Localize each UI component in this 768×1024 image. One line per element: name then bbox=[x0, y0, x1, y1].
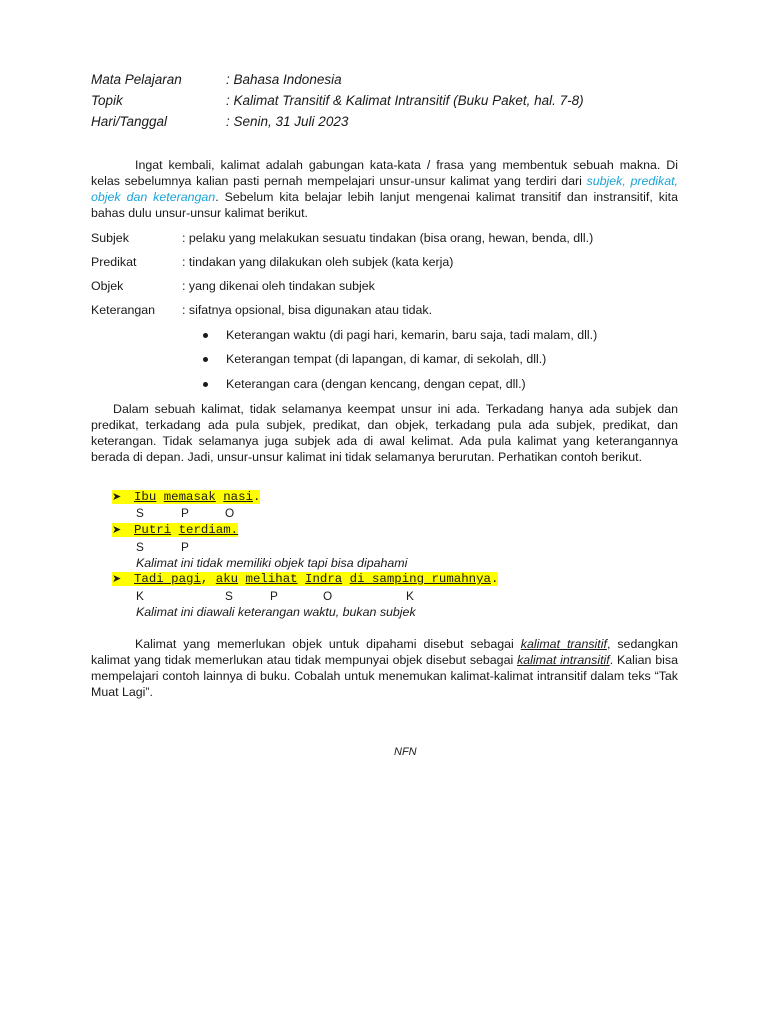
subject-value: : Bahasa Indonesia bbox=[226, 72, 342, 87]
example-word: memasak bbox=[163, 490, 216, 504]
example-word: Putri bbox=[134, 523, 172, 537]
intro-text-after: . Sebelum kita belajar lebih lanjut mengenai kalimat transitif dan instransitif, kita bahas dulu unsur-unsur kalimat berikut. bbox=[91, 190, 678, 220]
term-initial: P bbox=[91, 255, 100, 269]
bullet-text: Keterangan tempat (di lapangan, di kamar, di sekolah, dll.) bbox=[226, 352, 547, 366]
example-note: Kalimat ini tidak memiliki objek tapi bisa dipahami bbox=[136, 556, 408, 570]
term-transitif: kalimat transitif bbox=[520, 637, 607, 651]
definition-term bbox=[91, 278, 123, 294]
conclusion-text: Kalimat yang memerlukan objek untuk dipahami disebut sebagai bbox=[135, 637, 521, 651]
round-bullet-icon bbox=[203, 382, 208, 387]
explanation-text: Dalam sebuah kalimat, tidak selamanya keempat unsur ini ada. Terkadang hanya ada subjek dan predikat, terkadang ada pula subjek, predikat, dan objek, terkadang pula ada subjek, predikat, dan keterangan. Tidak selamanya juga subjek ada di awal kelimat. Ada pula kalimat yang keterangannya berada di depan. Jadi, unsur-unsur kalimat ini tidak selamanya berurutan. Perhatikan contoh berikut. bbox=[91, 402, 678, 464]
role-label: S bbox=[136, 506, 144, 520]
role-label: P bbox=[181, 540, 189, 554]
arrowhead-bullet-icon: ➤ bbox=[112, 572, 122, 585]
conclusion-paragraph bbox=[91, 636, 678, 700]
role-label: P bbox=[270, 589, 278, 603]
topic-value: : Kalimat Transitif & Kalimat Intransitif (Buku Paket, hal. 7-8) bbox=[226, 93, 584, 108]
author-initials: NFN bbox=[394, 746, 417, 758]
role-label: K bbox=[136, 589, 144, 603]
example-word: Indra bbox=[305, 572, 343, 586]
conclusion-text: . Kalian bisa mempelajari contoh lainnya di buku. Cobalah untuk menemukan kalimat-kalimat intransitif dalam teks “Tak Muat Lagi”. bbox=[91, 653, 678, 699]
term-rest: eterangan bbox=[99, 303, 156, 317]
example-note: Kalimat ini diawali keterangan waktu, bukan subjek bbox=[136, 605, 416, 619]
term-initial: S bbox=[91, 231, 100, 245]
arrowhead-bullet-icon: ➤ bbox=[112, 490, 122, 503]
definition-desc: : sifatnya opsional, bisa digunakan atau tidak. bbox=[182, 303, 433, 317]
example-punctuation: . bbox=[253, 490, 261, 504]
example-punctuation: . bbox=[490, 572, 499, 586]
example-sentence-2 bbox=[112, 521, 238, 539]
example-word: Tadi pagi bbox=[134, 572, 201, 586]
arrowhead-bullet-icon: ➤ bbox=[112, 523, 122, 536]
definition-term bbox=[91, 302, 155, 318]
date-label: Hari/Tanggal bbox=[91, 114, 168, 129]
role-label: K bbox=[406, 589, 414, 603]
intro-text-before: Ingat kembali, kalimat adalah gabungan kata-kata / frasa yang membentuk sebuah makna. Di kelas sebelumnya kalian pasti pernah mempelajari unsur-unsur kalimat yang terdiri dari bbox=[91, 158, 678, 188]
example-word: terdiam. bbox=[178, 523, 239, 537]
term-rest: ubjek bbox=[99, 231, 129, 245]
date-value: : Senin, 31 Juli 2023 bbox=[226, 114, 349, 129]
example-word: Ibu bbox=[134, 490, 157, 504]
topic-label: Topik bbox=[91, 93, 123, 108]
term-rest: redikat bbox=[99, 255, 137, 269]
intro-highlight: subjek, predikat, objek dan keterangan bbox=[91, 174, 678, 204]
conclusion-text: , sedangkan kalimat yang tidak memerlukan atau tidak mempunyai objek disebut sebagai bbox=[91, 637, 678, 667]
example-sentence-1 bbox=[112, 488, 260, 506]
round-bullet-icon bbox=[203, 357, 208, 362]
example-punctuation: , bbox=[200, 572, 209, 586]
subject-label: Mata Pelajaran bbox=[91, 72, 182, 87]
definition-term bbox=[91, 254, 136, 270]
definition-desc: : pelaku yang melakukan sesuatu tindakan (bisa orang, hewan, benda, dll.) bbox=[182, 231, 594, 245]
role-label: P bbox=[181, 506, 189, 520]
example-word: di samping rumahnya bbox=[349, 572, 491, 586]
example-word: aku bbox=[215, 572, 239, 586]
example-sentence-3 bbox=[112, 570, 498, 588]
role-label: O bbox=[323, 589, 333, 603]
term-initial: K bbox=[91, 303, 100, 317]
definition-desc: : tindakan yang dilakukan oleh subjek (kata kerja) bbox=[182, 255, 454, 269]
intro-paragraph bbox=[91, 157, 678, 221]
explanation-paragraph bbox=[91, 401, 678, 465]
term-intransitif: kalimat intransitif bbox=[517, 653, 610, 667]
round-bullet-icon bbox=[203, 333, 208, 338]
bullet-text: Keterangan waktu (di pagi hari, kemarin, baru saja, tadi malam, dll.) bbox=[226, 328, 598, 342]
role-label: S bbox=[136, 540, 144, 554]
definition-desc: : yang dikenai oleh tindakan subjek bbox=[182, 279, 375, 293]
example-word: melihat bbox=[245, 572, 298, 586]
definition-term bbox=[91, 230, 129, 246]
term-initial: O bbox=[91, 279, 101, 293]
role-label: S bbox=[225, 589, 233, 603]
role-label: O bbox=[225, 506, 235, 520]
bullet-text: Keterangan cara (dengan kencang, dengan cepat, dll.) bbox=[226, 377, 526, 391]
example-word: nasi bbox=[223, 490, 253, 504]
term-rest: bjek bbox=[100, 279, 124, 293]
